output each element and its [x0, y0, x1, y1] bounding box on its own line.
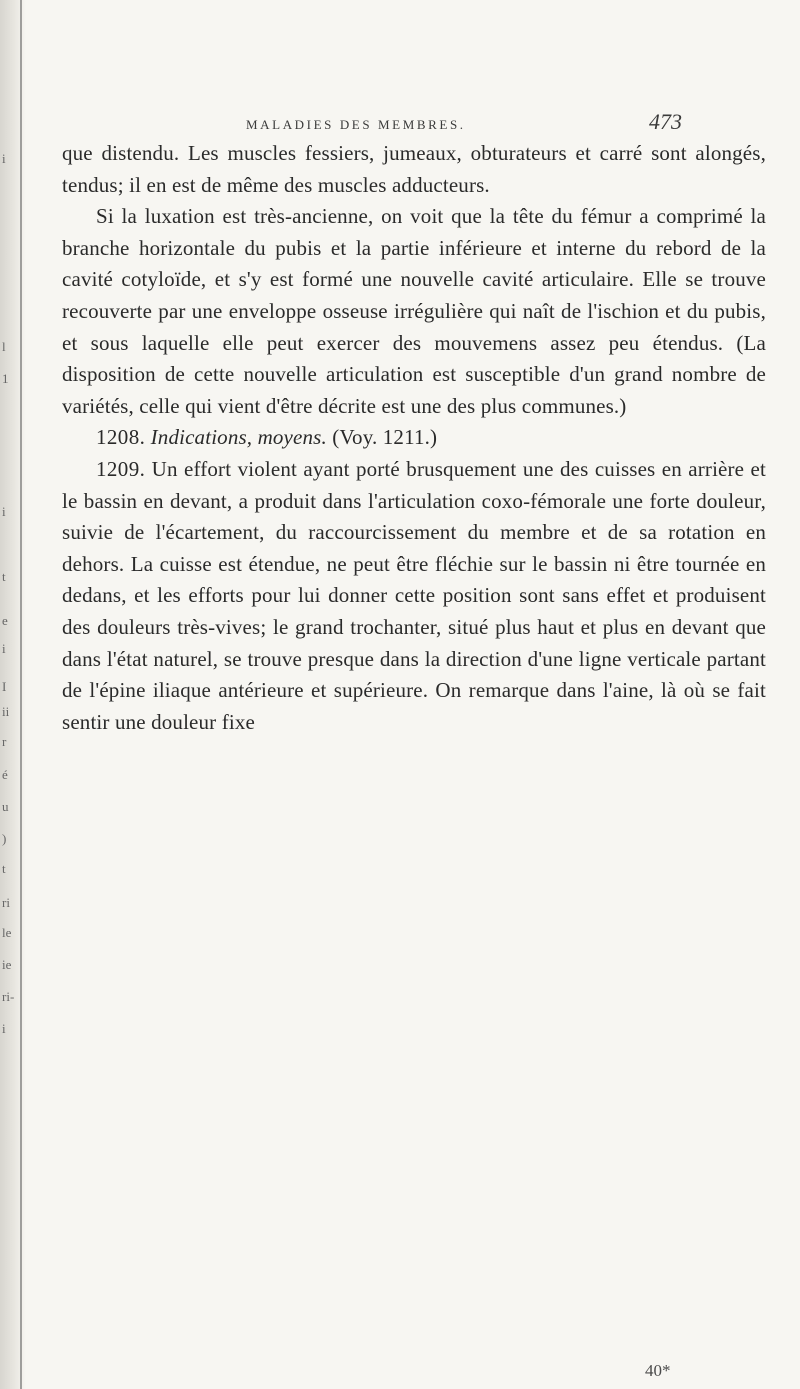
paragraph: Si la luxation est très-ancienne, on voit que la tête du fémur a comprimé la branche horizontale du pubis et la partie inférieure et interne du rebord de la cavité cotyloïde, et s'y est formé une nouvelle cavité articulaire. Elle se trouve recouverte par une enveloppe osseuse irrégulière qui naît de l'ischion et du pubis, et sous laquelle elle peut exercer des mouvemens assez peu étendus. (La disposition de cette nouvelle articulation est susceptible d'un grand nombre de variétés, celle qui vient d'être décrite est une des plus communes.)	[62, 204, 766, 418]
margin-fragment: t	[2, 569, 6, 584]
binding-gutter	[0, 0, 26, 1389]
section-text: Un effort violent ayant porté brusquement une des cuisses en arrière et le bassin en devant, a produit dans l'articulation coxo-fémorale une forte douleur, suivie de l'écartement, du raccourcissement du membre et de sa rotation en dehors. La cuisse est étendue, ne peut être fléchie sur le bassin ni être tournée en dedans, et les efforts pour lui donner cette position sont sans effet et produisent des douleurs très-vives; le grand trochanter, situé plus haut et plus en devant que dans l'état naturel, se trouve presque dans la direction d'une ligne verticale partant de l'épine iliaque antérieure et supérieure. On remarque dans l'aine, là où se fait sentir une douleur fixe	[62, 456, 766, 734]
margin-fragment: r	[2, 734, 7, 749]
cross-reference: (Voy. 1211.)	[332, 425, 438, 450]
section-1209	[62, 454, 766, 738]
margin-fragment: ii	[2, 704, 10, 719]
margin-fragment: é	[2, 767, 8, 782]
margin-fragment: I	[2, 679, 7, 694]
margin-fragment: e	[2, 613, 8, 628]
margin-fragment: i	[2, 1021, 6, 1036]
margin-fragment: i	[2, 504, 6, 519]
section-number: 1208.	[96, 425, 146, 450]
margin-fragment: t	[2, 861, 6, 876]
margin-fragment: i	[2, 641, 6, 656]
section-title: Indications, moyens.	[150, 425, 327, 450]
paragraph-continuation: que distendu. Les muscles fessiers, jumeaux, obturateurs et carré sont alongés, tendus; il en est de même des muscles adducteurs.	[62, 141, 766, 197]
margin-fragment: ri-	[2, 989, 15, 1004]
margin-fragment: i	[2, 151, 6, 166]
binding-edge-line	[20, 0, 22, 1389]
running-head: MALADIES DES MEMBRES.	[246, 117, 466, 132]
section-number: 1209.	[96, 456, 146, 481]
margin-fragment: le	[2, 925, 12, 940]
margin-fragment: ri	[2, 895, 10, 910]
catchword: 40*	[645, 1361, 671, 1380]
margin-fragment: ie	[2, 957, 12, 972]
page-header	[242, 105, 682, 139]
section-1208	[62, 422, 766, 454]
margin-fragment: 1	[2, 371, 9, 386]
margin-fragment: u	[2, 799, 9, 814]
page-body	[62, 138, 766, 738]
margin-fragment: )	[2, 831, 7, 846]
page-number: 473	[649, 109, 682, 134]
margin-fragment: l	[2, 339, 6, 354]
